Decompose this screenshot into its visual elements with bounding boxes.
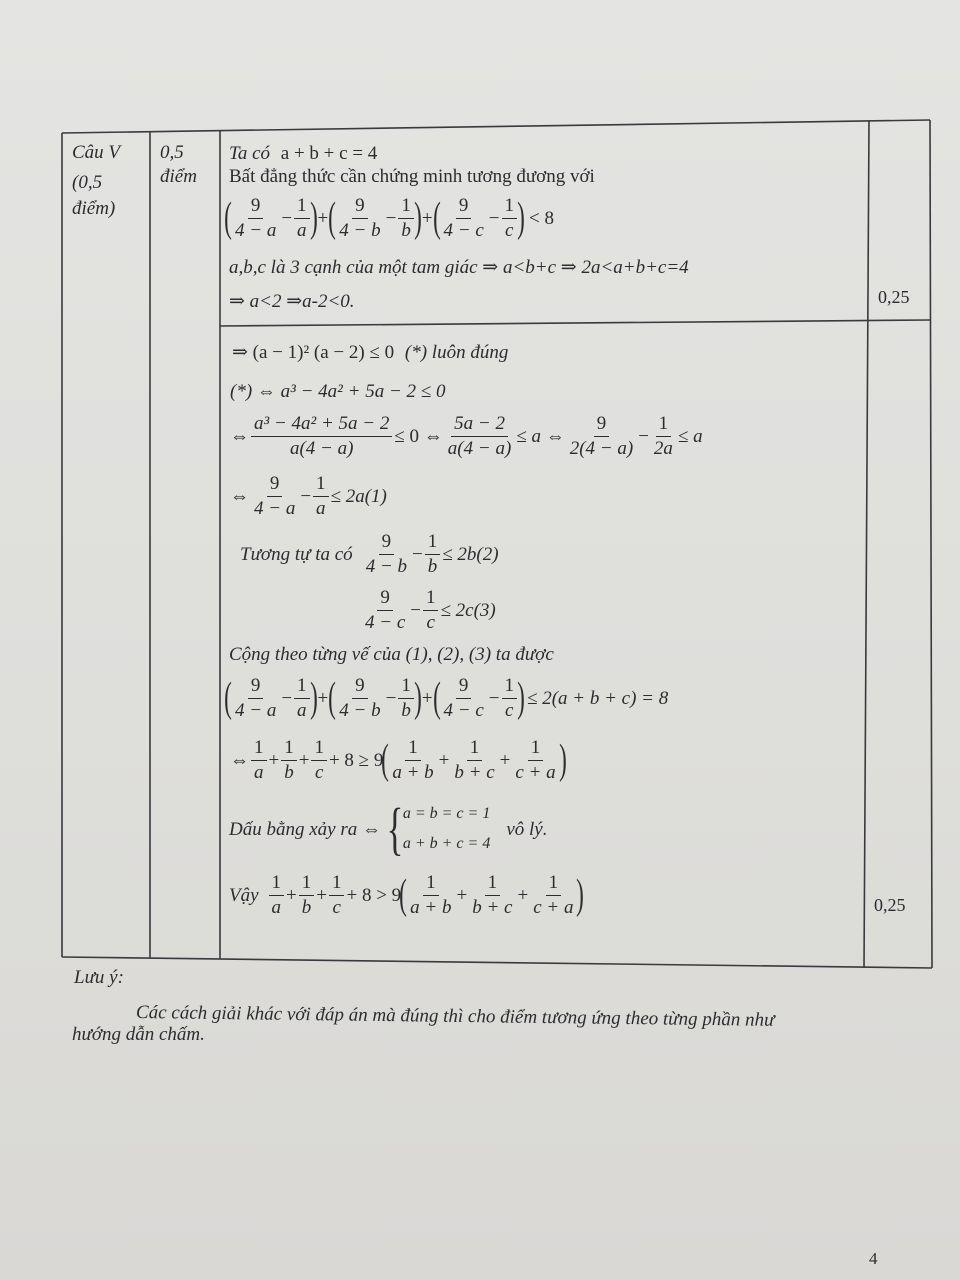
- fraction: $\frac{1}{a}$: [294, 196, 310, 241]
- fraction: $\frac{1}{c}$: [311, 738, 327, 783]
- page-number: 4: [869, 1249, 878, 1268]
- score-1: 0,25: [878, 287, 910, 307]
- cell2-line9: ⇔ $\frac{1}{a}$ + $\frac{1}{b}$ + $\frac{1}{c}$ + 8 ≥ 9 ( $\frac{1}{a + b}$ + $\frac{1}{b + c}$ + $\frac{1}{c + a}$ ): [230, 737, 567, 784]
- question-label: Câu V: [72, 142, 121, 163]
- sum-equation: a + b + c = 4: [280, 143, 378, 164]
- fraction: $\frac{1}{a}$: [294, 676, 310, 721]
- fraction: $\frac{9}{4 - b}$: [365, 531, 408, 577]
- fraction: $\frac{1}{c}$: [423, 588, 439, 633]
- fraction: $\frac{9}{4 - c}$: [443, 195, 484, 241]
- fraction: $\frac{1}{b}$: [398, 196, 414, 241]
- fraction: $\frac{1}{c + a}$: [533, 872, 574, 918]
- part-points: 0,5: [160, 142, 184, 163]
- fraction: $\frac{9}{4 - a}$: [235, 675, 277, 721]
- equation-system: a = b = c = 1 a + b + c = 4: [402, 805, 491, 852]
- fraction: $\frac{1}{a}$: [313, 474, 329, 519]
- cell1-line1: Ta có a + b + c = 4: [229, 143, 378, 164]
- fraction: $\frac{1}{b}$: [299, 873, 315, 918]
- fraction: $\frac{5a - 2}{a(4 - a)}$: [447, 413, 512, 459]
- cell2-line8: ( $\frac{9}{4 - a}$ − $\frac{1}{a}$ ) + ( $\frac{9}{4 - b}$ − $\frac{1}{b}$ ) + ( $\frac{9}{4 - c}$ − $\frac{1}{c}$ ) ≤ 2(a + b + c) = 8: [224, 675, 669, 722]
- fraction: $\frac{1}{b}$: [425, 532, 441, 577]
- fraction: $\frac{9}{4 - a}$: [235, 195, 277, 241]
- fraction: $\frac{1}{c}$: [329, 873, 345, 918]
- cell2-line11: Vậy $\frac{1}{a}$ + $\frac{1}{b}$ + $\frac{1}{c}$ + 8 > 9 ( $\frac{1}{a + b}$ + $\frac{1}{b + c}$ + $\frac{1}{c + a}$ ): [229, 872, 585, 919]
- fraction: $\frac{1}{c}$: [502, 196, 518, 241]
- note-body-line2: hướng dẫn chấm.: [72, 1024, 205, 1045]
- fraction: $\frac{9}{4 - c}$: [365, 587, 406, 633]
- cell1-line4: a,b,c là 3 cạnh của một tam giác ⇒ a<b+c ⇒ 2a<a+b+c=4: [229, 257, 689, 278]
- cell2-line2: (*) ⇔ a³ − 4a² + 5a − 2 ≤ 0: [230, 381, 446, 402]
- fraction: $\frac{9}{4 - b}$: [339, 195, 381, 241]
- question-points-unit: điểm): [72, 198, 116, 219]
- fraction: $\frac{9}{2(4 - a)}$: [569, 413, 634, 459]
- note-title: Lưu ý:: [74, 967, 124, 988]
- fraction: $\frac{1}{b}$: [281, 738, 297, 783]
- fraction: $\frac{1}{c}$: [502, 676, 518, 721]
- fraction: $\frac{1}{a}$: [251, 738, 267, 783]
- fraction: $\frac{9}{4 - b}$: [339, 675, 381, 721]
- cell2-line3: ⇔ $\frac{\text{a³ − 4a² + 5a − 2}}{a(4 - a)}$ ≤ 0 ⇔ $\frac{5a - 2}{a(4 - a)}$ ≤ a ⇔ $\frac{9}{2(4 - a)}$ − $\frac{1}{2a}$ ≤ a: [230, 413, 703, 459]
- note-body-line1: Các cách giải khác với đáp án mà đúng thì cho điểm tương ứng theo từng phần như: [135, 1002, 775, 1031]
- cell2-line7: Cộng theo từng vế của (1), (2), (3) ta được: [229, 644, 554, 665]
- fraction: $\frac{1}{b + c}$: [472, 872, 513, 918]
- fraction: $\frac{9}{4 - c}$: [443, 675, 484, 721]
- table-bottom-border: [62, 957, 932, 968]
- cell1-line2: Bất đẳng thức cần chứng minh tương đương với: [229, 166, 595, 187]
- fraction: $\frac{1}{a}$: [269, 873, 285, 918]
- main-inequality: ( $\frac{9}{4 - a}$ − $\frac{1}{a}$ ) + ( $\frac{9}{4 - b}$ − $\frac{1}{b}$ ) + ( $\frac{9}{4 - c}$ − $\frac{1}{c}$ ) < 8: [224, 195, 554, 242]
- cell2-line6: $\frac{9}{4 - c}$ − $\frac{1}{c}$ ≤ 2c(3): [360, 588, 496, 633]
- fraction: $\frac{1}{a + b}$: [392, 737, 434, 783]
- cell2-line5: Tương tự ta có $\frac{9}{4 - b}$ − $\frac{1}{b}$ ≤ 2b(2): [240, 531, 499, 577]
- col-divider-3: [864, 121, 869, 968]
- fraction: $\frac{1}{a + b}$: [410, 872, 452, 918]
- fraction: $\frac{\text{a³ − 4a² + 5a − 2}}{a(4 - a)}$: [251, 414, 392, 459]
- fraction: $\frac{1}{b}$: [398, 676, 414, 721]
- table-top-border: [62, 120, 930, 133]
- cell2-line4: ⇔ $\frac{9}{4 - a}$ − $\frac{1}{a}$ ≤ 2a(1): [230, 473, 387, 519]
- fraction: $\frac{1}{2a}$: [653, 413, 673, 459]
- score-2: 0,25: [874, 895, 906, 915]
- part-points-unit: điểm: [160, 166, 197, 187]
- cell2-line1: ⇒ (a − 1)² (a − 2) ≤ 0 (*) luôn đúng: [232, 342, 509, 363]
- cell2-line10: Dấu bằng xảy ra ⇔ { a = b = c = 1 a + b + c = 4 vô lý.: [229, 796, 548, 861]
- fraction: $\frac{1}{c + a}$: [515, 737, 556, 783]
- fraction: $\frac{1}{b + c}$: [454, 737, 495, 783]
- table-right-border: [930, 120, 932, 968]
- cell1-line5: ⇒ a<2 ⇒a-2<0.: [229, 291, 355, 312]
- fraction: $\frac{9}{4 - a}$: [254, 473, 296, 519]
- question-points: (0,5: [72, 172, 103, 193]
- row-divider: [220, 320, 930, 326]
